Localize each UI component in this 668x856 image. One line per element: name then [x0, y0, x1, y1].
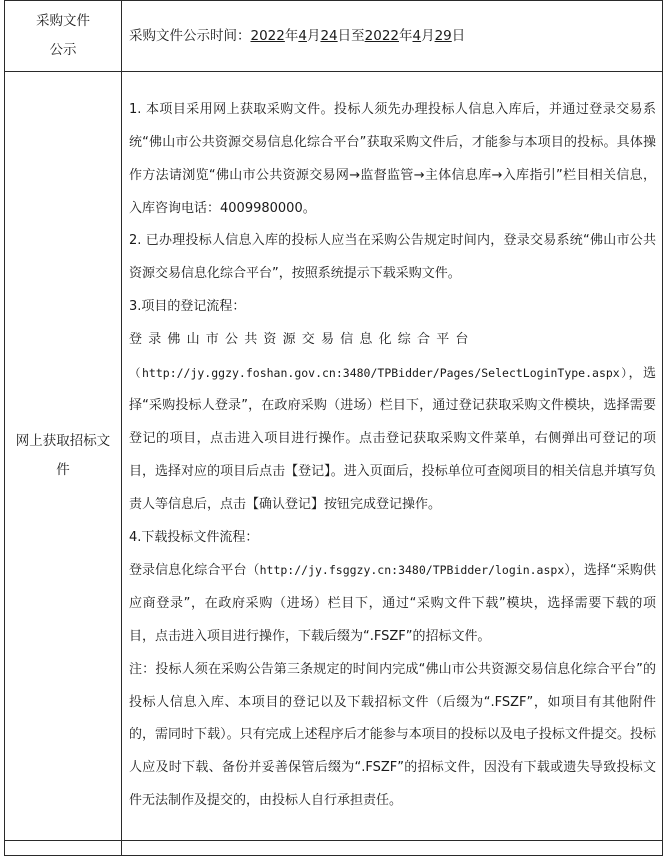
continuation-right-cell: [122, 841, 663, 856]
paragraph-1: 1. 本项目采用网上获取采购文件。投标人须先办理投标人信息入库后，并通过登录交易系统“佛山市公共资源交易信息化综合平台”获取采购文件后，才能参与本项目的投标。具体操作方法请浏览“佛山市公共资源交易网→监督监管→主体信息库→入库指引”栏目相关信息，入库咨询电话：4009980000。: [129, 102, 656, 216]
end-month: 4: [412, 28, 422, 44]
paragraph-4-body: [129, 554, 656, 653]
paragraph-3-body: [129, 357, 656, 522]
download-url[interactable]: http://jy.fsggzy.cn:3480/TPBidder/login.aspx: [259, 563, 565, 578]
acquisition-label-line2: 件: [56, 462, 70, 478]
start-day: 24: [320, 28, 338, 44]
publication-label-line1: 采购文件: [36, 13, 90, 29]
end-year: 2022: [364, 28, 399, 44]
table-row-continuation: [5, 841, 663, 856]
procurement-table: [4, 0, 663, 856]
continuation-left-cell: [5, 841, 122, 856]
publication-label-line2: 公示: [49, 42, 77, 58]
end-month-char: 月: [421, 28, 435, 44]
publication-time-cell: [122, 1, 663, 72]
end-day-char: 日: [451, 28, 466, 44]
acquisition-label-cell: [5, 72, 122, 841]
publication-time-text: [122, 26, 662, 46]
download-steps: ），选择“采购供应商登录”，在政府采购（进场）栏目下，通过“采购文件下载”模块，选择需要下载的项目，点击进入项目进行操作，下载后缀为“.FSZF”的招标文件。: [129, 563, 656, 644]
paragraph-2: 2. 已办理投标人信息入库的投标人应当在采购公告规定时间内，登录交易系统“佛山市公共资源交易信息化综合平台”，按照系统提示下载采购文件。: [129, 233, 656, 282]
table-row-publication-time: [5, 1, 663, 72]
registration-steps: ，选择“采购投标人登录”，在政府采购（进场）栏目下，通过登记获取采购文件模块，选择需要登记的项目，点击进入项目进行操作。点击登记获取采购文件菜单，右侧弹出可登记的项目，选择对应的项目后点击【登记】。进入页面后，投标单位可查阅项目的相关信息并填写负责人等信息后，点击【确认登记】按钮完成登记操作。: [129, 365, 656, 512]
download-intro: 登录信息化综合平台（: [129, 563, 260, 579]
end-year-char: 年: [399, 28, 413, 44]
acquisition-content: [122, 94, 662, 818]
publication-label-cell: [5, 1, 122, 72]
paragraph-3-platform: 登录佛山市公共资源交易信息化综合平台: [129, 331, 475, 347]
time-prefix: 采购文件公示时间：: [129, 28, 251, 44]
paragraph-4-title: 4.下载投标文件流程：: [129, 529, 259, 545]
paragraph-3-title: 3.项目的登记流程：: [129, 299, 246, 315]
start-year-char: 年: [284, 28, 299, 44]
start-month: 4: [298, 28, 307, 44]
acquisition-label-line1: 网上获取招标文: [15, 433, 111, 449]
acquisition-content-cell: [122, 72, 663, 841]
note-paragraph: 注：投标人须在采购公告第三条规定的时间内完成“佛山市公共资源交易信息化综合平台”的投标人信息入库、本项目的登记以及下载招标文件（后缀为“.FSZF”，如项目有其他附件的，需同时下载）。只有完成上述程序后才能参与本项目的投标以及电子投标文件提交。投标人应及时下载、备份并妥善保管后缀为“.FSZF”的招标文件，因没有下载或遗失导致投标文件无法制作及提交的，由投标人自行承担责任。: [129, 661, 656, 808]
to-word: 日至: [337, 28, 365, 44]
start-month-char: 月: [306, 28, 321, 44]
end-day: 29: [434, 28, 452, 44]
table-row-online-acquisition: [5, 72, 663, 841]
start-year: 2022: [250, 28, 285, 44]
registration-url[interactable]: （http://jy.ggzy.foshan.gov.cn:3480/TPBidder/Pages/SelectLoginType.aspx）: [129, 365, 629, 380]
